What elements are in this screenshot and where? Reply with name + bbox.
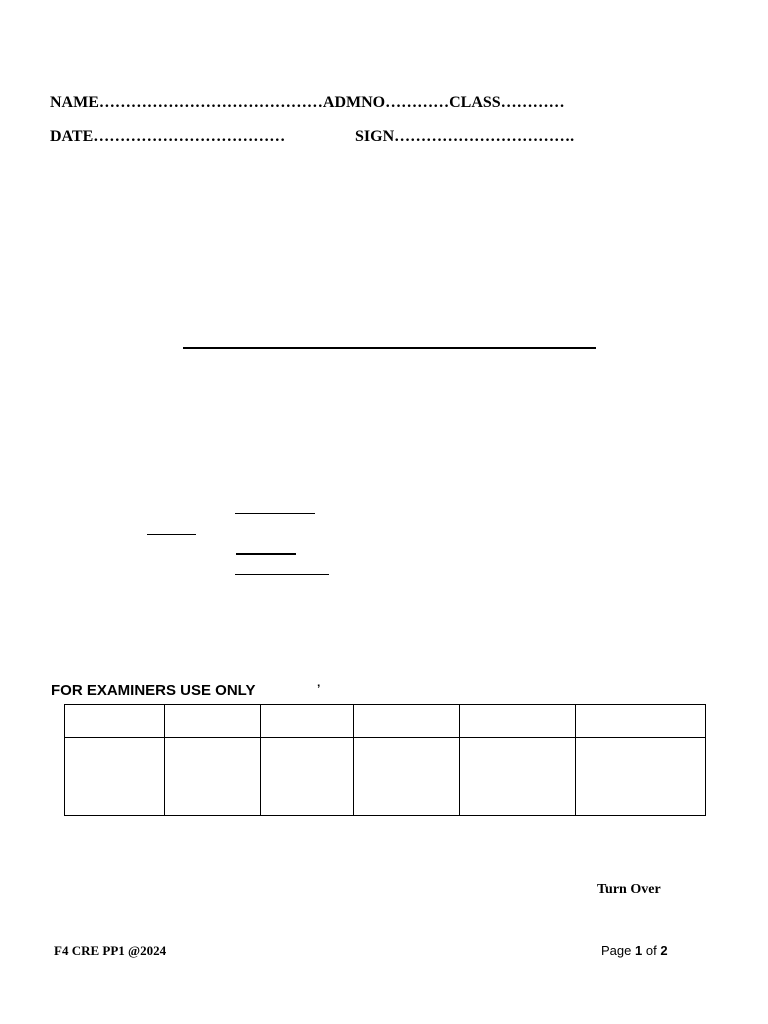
marks-value-cell[interactable] (576, 738, 706, 816)
page-number (601, 943, 668, 958)
marks-header-cell[interactable] (65, 705, 165, 738)
page-current: 1 (635, 943, 643, 958)
paper-code: F4 CRE PP1 @2024 (54, 943, 167, 958)
blank-line-2 (147, 534, 196, 535)
marks-header-row (65, 705, 706, 738)
marks-header-cell[interactable] (354, 705, 460, 738)
marks-header-cell[interactable] (576, 705, 706, 738)
sign-field[interactable]: SIGN……………………………. (355, 128, 575, 145)
page-of: of (645, 943, 657, 958)
blank-line-3 (236, 553, 296, 555)
marks-value-row (65, 738, 706, 816)
marks-value-cell[interactable] (354, 738, 460, 816)
name-admno-class-line[interactable]: NAME……………………………………ADMNO…………CLASS………… (50, 94, 565, 111)
marks-value-cell[interactable] (165, 738, 261, 816)
marks-header-cell[interactable] (460, 705, 576, 738)
stray-mark: ’ (317, 682, 321, 696)
marks-value-cell[interactable] (460, 738, 576, 816)
turn-over-note: Turn Over (597, 882, 661, 897)
page-prefix: Page (601, 943, 632, 958)
examiners-heading: FOR EXAMINERS USE ONLY (51, 682, 256, 699)
marks-header-cell[interactable] (165, 705, 261, 738)
marks-value-cell[interactable] (261, 738, 354, 816)
blank-line-4 (235, 574, 329, 575)
page-total: 2 (660, 943, 668, 958)
examiners-marks-table (64, 704, 706, 816)
date-field[interactable]: DATE……………………………… (50, 128, 286, 145)
title-underline (183, 347, 596, 349)
blank-line-1 (235, 513, 315, 514)
marks-value-cell[interactable] (65, 738, 165, 816)
marks-header-cell[interactable] (261, 705, 354, 738)
